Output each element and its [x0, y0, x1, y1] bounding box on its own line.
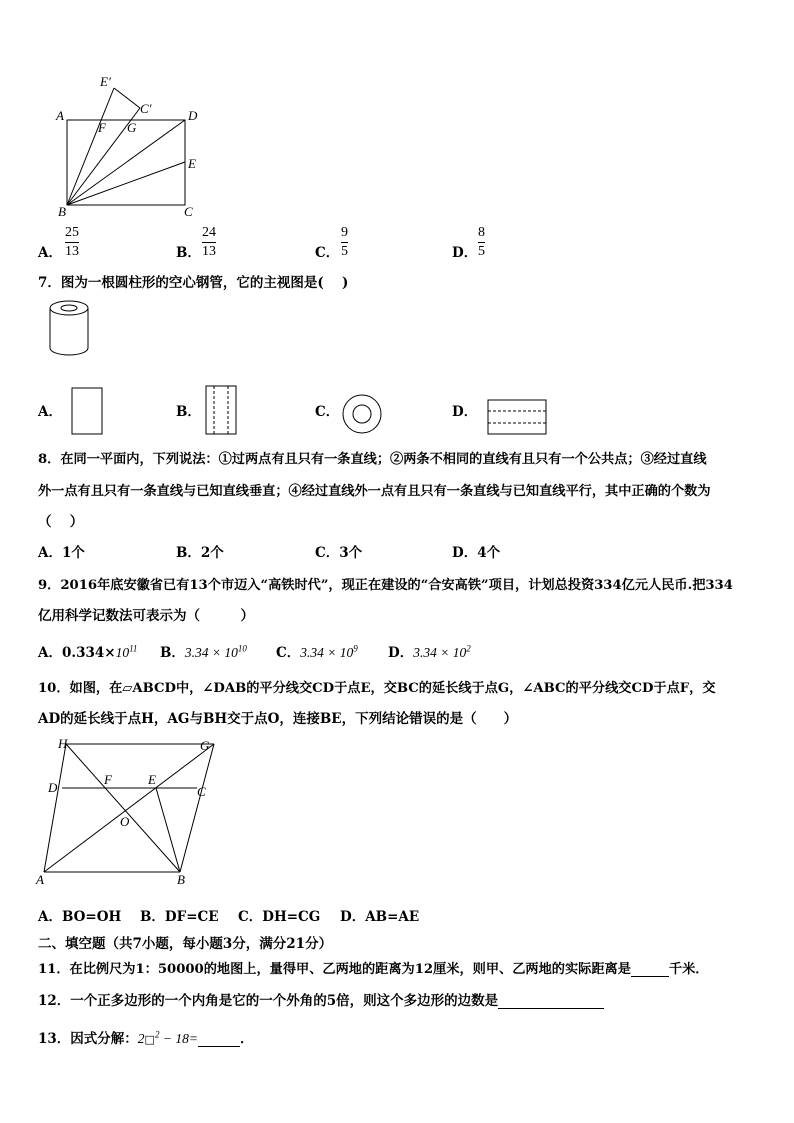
- fraction: 9 5: [341, 225, 348, 259]
- q10-label-a: A: [36, 872, 44, 887]
- q8-option-a[interactable]: A．1个: [38, 545, 85, 561]
- question-8-line3: （ ）: [38, 514, 84, 530]
- q9-option-b[interactable]: B．$3.34 \times 10^{10}$: [160, 643, 247, 661]
- q9-option-d[interactable]: D．$3.34 \times 10^2$: [388, 643, 471, 661]
- q7-option-a[interactable]: A．: [38, 404, 62, 420]
- figure-q10: [34, 734, 224, 890]
- fraction: 24 13: [202, 225, 216, 259]
- label-c: C: [184, 204, 193, 219]
- question-12: 12．一个正多边形的一个内角是它的一个外角的5倍，则这个多边形的边数是: [38, 989, 604, 1009]
- q10-label-b: B: [177, 872, 185, 887]
- label-e-prime: E′: [100, 74, 111, 89]
- section-heading: 二、填空题（共7小题，每小题3分，满分21分）: [38, 936, 333, 952]
- q7-option-b[interactable]: B．: [176, 404, 201, 420]
- label-f: F: [98, 120, 106, 135]
- q10-label-c: C: [197, 784, 206, 799]
- question-9-line2: 亿用科学记数法可表示为（ ）: [38, 608, 254, 624]
- label-d: D: [188, 108, 198, 123]
- q9-option-c[interactable]: C．$3.34 \times 10^9$: [276, 643, 358, 661]
- fraction: 8 5: [478, 225, 485, 259]
- label-g: G: [127, 120, 137, 135]
- question-11: 11．在比例尺为1：50000的地图上，量得甲、乙两地的距离为12厘米，则甲、乙两地的实际距离是 千米．: [38, 962, 709, 977]
- q10-label-h: H: [58, 736, 68, 751]
- answer-blank[interactable]: [631, 962, 669, 977]
- q10-option-b[interactable]: B．DF=CE: [140, 909, 219, 925]
- question-10-line1: 10．如图，在▱ABCD中，∠DAB的平分线交CD于点E，交BC的延长线于点G，∠ABC的平分线交CD于点F，交: [38, 681, 716, 696]
- q10-label-d: D: [48, 780, 58, 795]
- q7-option-c[interactable]: C．: [315, 404, 340, 420]
- fraction: 25 13: [65, 225, 79, 259]
- q8-option-d[interactable]: D．4个: [452, 545, 501, 561]
- label-a: A: [56, 108, 64, 123]
- q10-label-f: F: [104, 772, 112, 787]
- q10-label-o: O: [120, 814, 130, 829]
- answer-blank[interactable]: [498, 994, 604, 1009]
- q10-option-c[interactable]: C．DH=CG: [238, 909, 321, 925]
- hollow-cylinder-figure: [44, 298, 94, 360]
- label-c-prime: C′: [140, 101, 152, 116]
- q7-option-c-figure: [340, 392, 386, 438]
- q7-option-d[interactable]: D．: [452, 404, 478, 420]
- question-13: 13．因式分解：2□$^2$ − 18= ．: [38, 1029, 254, 1047]
- q10-label-g: G: [200, 738, 210, 753]
- label-b: B: [58, 204, 66, 219]
- q7-option-d-figure: [484, 396, 550, 438]
- label-e: E: [188, 156, 196, 171]
- question-8-line1: 8．在同一平面内，下列说法：①过两点有且只有一条直线；②两条不相同的直线有且只有一个公共点；③经过直线: [38, 452, 707, 467]
- question-8-line2: 外一点有且只有一条直线与已知直线垂直；④经过直线外一点有且只有一条直线与已知直线平行，其中正确的个数为: [38, 484, 711, 499]
- question-9-line1: 9．2016年底安徽省已有13个市迈入“高铁时代”，现正在建设的“合安高铁”项目，计划总投资334亿元人民币.把334: [38, 578, 733, 593]
- question-7: 7．图为一根圆柱形的空心钢管，它的主视图是( ): [38, 275, 349, 291]
- q9-option-a[interactable]: A．$0.334\times 10^{11}$: [38, 643, 138, 661]
- q7-option-a-figure: [70, 386, 110, 438]
- answer-blank[interactable]: [198, 1032, 240, 1047]
- q8-option-c[interactable]: C．3个: [315, 545, 363, 561]
- q7-option-b-figure: [204, 384, 244, 438]
- q10-label-e: E: [148, 772, 156, 787]
- q10-option-a[interactable]: A．BO=OH: [38, 909, 122, 925]
- question-10-line2: AD的延长线于点H，AG与BH交于点O，连接BE，下列结论错误的是（ ）: [38, 711, 518, 727]
- figure-q6: [50, 70, 220, 220]
- q10-option-d[interactable]: D．AB=AE: [340, 909, 420, 925]
- q8-option-b[interactable]: B．2个: [176, 545, 224, 561]
